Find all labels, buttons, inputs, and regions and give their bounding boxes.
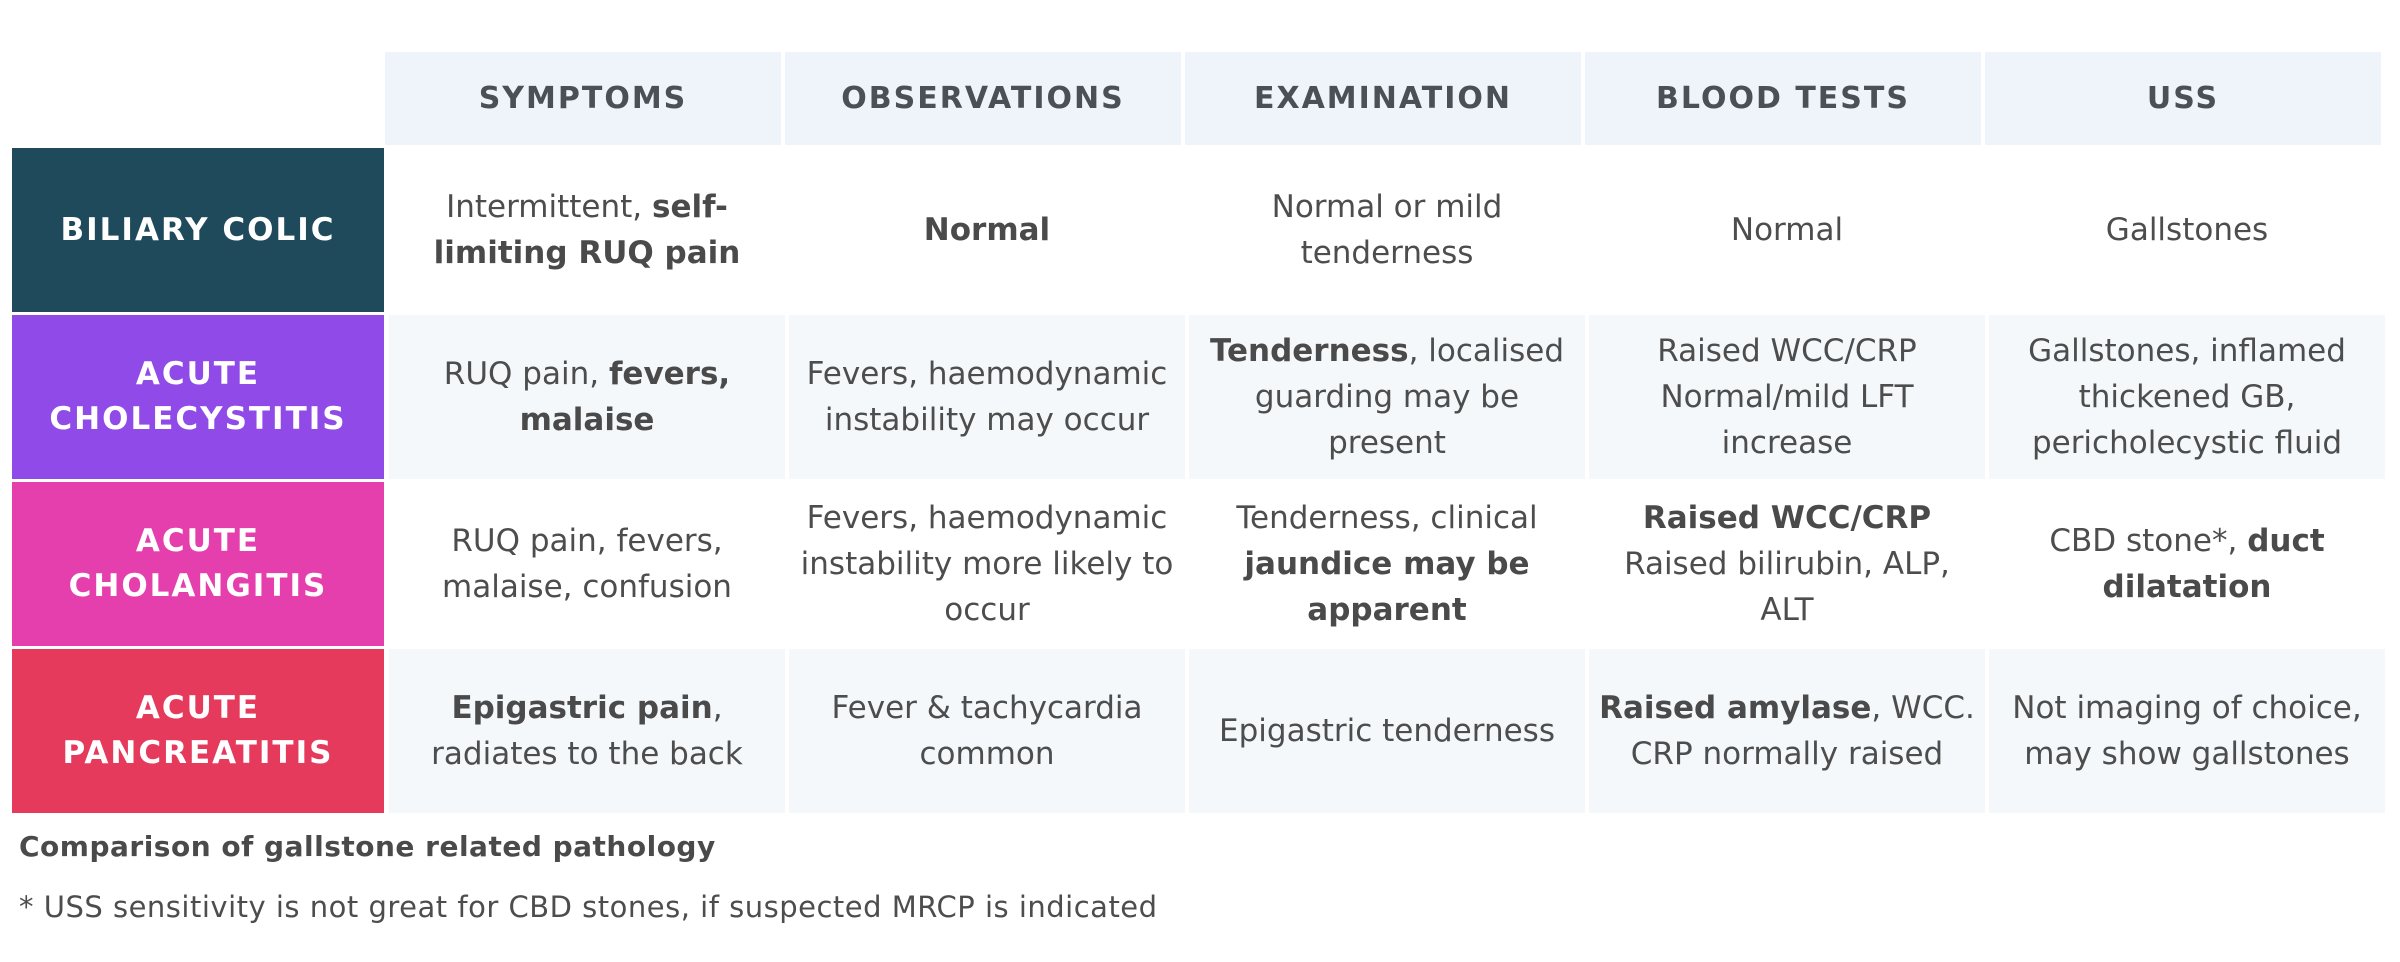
cell-text-run: Raised bilirubin, ALP, ALT	[1624, 546, 1950, 628]
cell-text-run: Fevers, haemodynamic instability may occur	[806, 356, 1168, 438]
column-header-examination: EXAMINATION	[1185, 52, 1581, 145]
cell-text	[1599, 685, 1975, 777]
footnote: * USS sensitivity is not great for CBD stones, if suspected MRCP is indicated	[19, 890, 1158, 924]
cell-text-run: , WCC. CRP normally raised	[1630, 690, 1975, 772]
cell-text-bold: Epigastric pain	[451, 690, 713, 726]
cell-text-run: Normal or mild tenderness	[1271, 189, 1503, 271]
cell-text-run: Gallstones	[2105, 212, 2269, 248]
cell-symptoms	[389, 148, 785, 312]
cell-text	[1731, 207, 1843, 253]
cell-text-run: Intermittent,	[446, 189, 652, 225]
cell-text-bold: Raised amylase	[1599, 690, 1872, 726]
cell-observations	[789, 649, 1185, 813]
cell-symptoms	[389, 482, 785, 646]
row-label-acute-pancreatitis	[12, 649, 384, 813]
table-row-acute-cholangitis	[12, 482, 2387, 646]
cell-text-bold: self-limiting RUQ pain	[433, 189, 741, 271]
comparison-table	[12, 52, 2387, 813]
cell-text-run: Fever & tachycardia common	[831, 690, 1143, 772]
cell-text	[924, 207, 1050, 253]
cell-text-bold: fevers, malaise	[519, 356, 731, 438]
cell-text-bold: Raised WCC/CRP	[1642, 500, 1932, 536]
cell-text	[1999, 518, 2375, 610]
row-label-acute-cholecystitis	[12, 315, 384, 479]
cell-text	[399, 351, 775, 443]
table-row-acute-pancreatitis	[12, 649, 2387, 813]
cell-text	[399, 518, 775, 610]
cell-text-run: Fevers, haemodynamic instability more likely to occur	[800, 500, 1174, 628]
row-label-acute-cholangitis	[12, 482, 384, 646]
row-label-biliary-colic	[12, 148, 384, 312]
cell-text	[799, 495, 1175, 633]
column-header-observations: OBSERVATIONS	[785, 52, 1181, 145]
cell-text-run: Gallstones, inflamed thickened GB, pericholecystic fluid	[2028, 333, 2346, 461]
cell-text-run: Not imaging of choice, may show gallstones	[2012, 690, 2362, 772]
row-label-text: ACUTE CHOLECYSTITIS	[49, 356, 347, 437]
cell-text	[799, 685, 1175, 777]
row-label-text: BILIARY COLIC	[60, 211, 336, 248]
cell-examination	[1189, 148, 1585, 312]
cell-text	[1999, 685, 2375, 777]
row-label-text: ACUTE PANCREATITIS	[62, 690, 334, 771]
cell-text	[1999, 328, 2375, 466]
cell-text	[1199, 184, 1575, 276]
cell-text	[399, 685, 775, 777]
cell-text	[399, 184, 775, 276]
cell-text-run: Epigastric tenderness	[1219, 713, 1555, 749]
header-row	[385, 52, 2387, 145]
column-header-symptoms: SYMPTOMS	[385, 52, 781, 145]
cell-symptoms	[389, 649, 785, 813]
cell-text-run: , radiates to the back	[431, 690, 743, 772]
cell-blood-tests	[1589, 315, 1985, 479]
cell-observations	[789, 315, 1185, 479]
cell-text	[2106, 207, 2268, 253]
cell-observations	[789, 482, 1185, 646]
cell-text-bold: duct dilatation	[2102, 523, 2325, 605]
cell-text-run: RUQ pain,	[443, 356, 609, 392]
column-header-uss: USS	[1985, 52, 2381, 145]
cell-text-run: Normal	[1730, 212, 1844, 248]
cell-text	[1219, 708, 1555, 754]
cell-text	[1599, 495, 1975, 633]
cell-text-run: Tenderness, clinical	[1236, 500, 1538, 536]
cell-text-bold: Normal	[923, 212, 1051, 248]
column-header-blood-tests: BLOOD TESTS	[1585, 52, 1981, 145]
table-row-biliary-colic	[12, 148, 2387, 312]
cell-blood-tests	[1589, 649, 1985, 813]
cell-examination	[1189, 315, 1585, 479]
cell-text-bold: Tenderness	[1209, 333, 1409, 369]
cell-blood-tests	[1589, 482, 1985, 646]
cell-text-run: , localised guarding may be present	[1254, 333, 1565, 461]
cell-uss	[1989, 148, 2385, 312]
cell-uss	[1989, 649, 2385, 813]
cell-text-bold: jaundice may be apparent	[1244, 546, 1530, 628]
table-caption: Comparison of gallstone related pathology	[19, 830, 716, 863]
cell-uss	[1989, 315, 2385, 479]
cell-text	[1199, 495, 1575, 633]
cell-uss	[1989, 482, 2385, 646]
cell-text	[1599, 328, 1975, 466]
cell-blood-tests	[1589, 148, 1985, 312]
cell-text-run: Raised WCC/CRP Normal/mild LFT increase	[1657, 333, 1917, 461]
cell-text-run: CBD stone*,	[2049, 523, 2248, 559]
cell-text-run: RUQ pain, fevers, malaise, confusion	[442, 523, 732, 605]
table-row-acute-cholecystitis	[12, 315, 2387, 479]
cell-text	[1199, 328, 1575, 466]
cell-examination	[1189, 649, 1585, 813]
row-label-text: ACUTE CHOLANGITIS	[68, 523, 328, 604]
cell-text	[799, 351, 1175, 443]
cell-examination	[1189, 482, 1585, 646]
cell-symptoms	[389, 315, 785, 479]
cell-observations	[789, 148, 1185, 312]
